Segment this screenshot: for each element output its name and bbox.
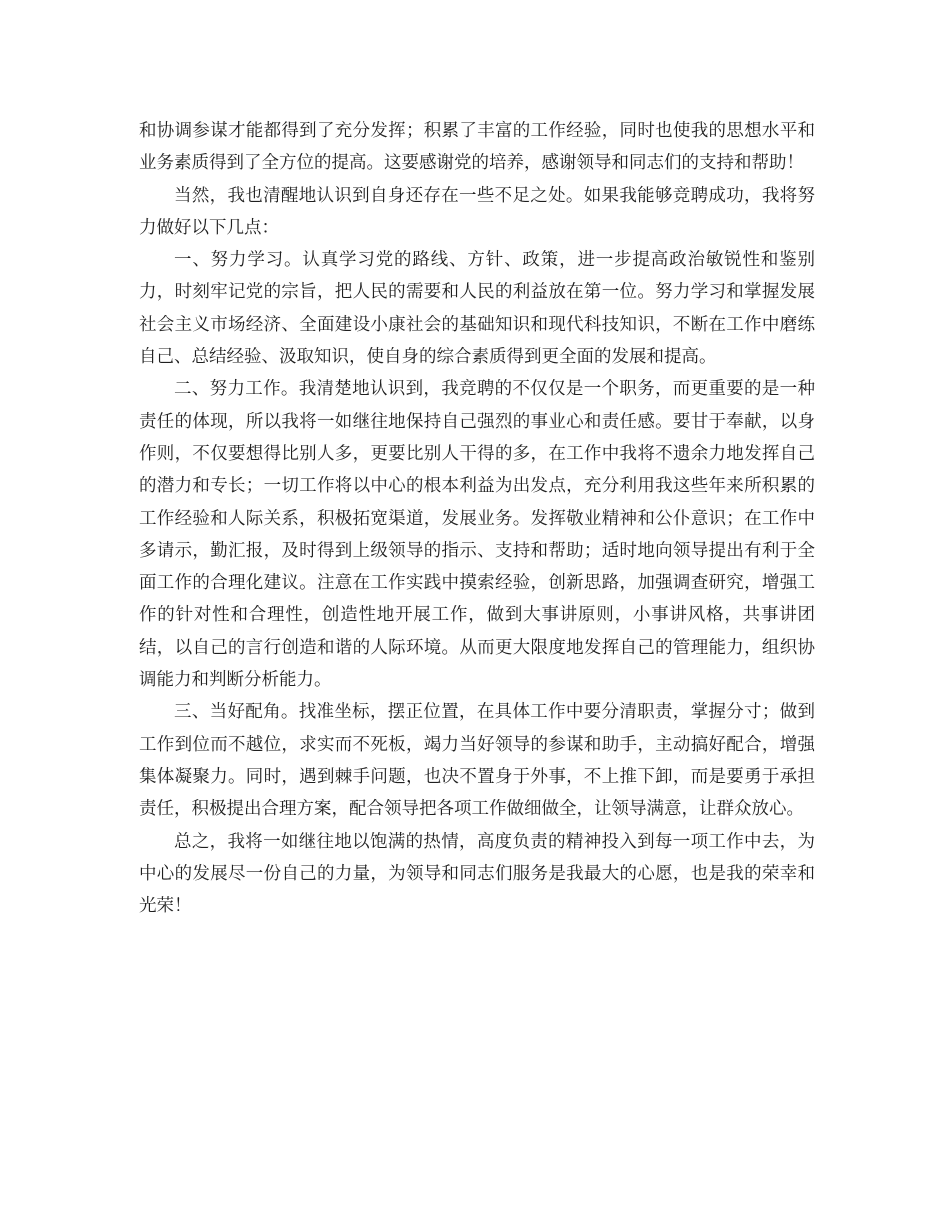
paragraph-point-support: 三、当好配角。找准坐标，摆正位置，在具体工作中要分清职责，掌握分寸；做到工作到位而不越位，求实而不死板，竭力当好领导的参谋和助手，主动搞好配合，增强集体凝聚力。同时，遇到棘手问题，也决不置身于外事，不上推下卸，而是要勇于承担责任，积极提出合理方案，配合领导把各项工作做细做全，让领导满意，让群众放心。 xyxy=(139,702,815,820)
paragraph-point-study: 一、努力学习。认真学习党的路线、方针、政策，进一步提高政治敏锐性和鉴别力，时刻牢记党的宗旨，把人民的需要和人民的利益放在第一位。努力学习和掌握发展社会主义市场经济、全面建设小康社会的基础知识和现代科技知识，不断在工作中磨练自己、总结经验、汲取知识，使自身的综合素质得到更全面的发展和提高。 xyxy=(139,250,815,368)
paragraph-intro: 当然，我也清醒地认识到自身还存在一些不足之处。如果我能够竞聘成功，我将努力做好以下几点： xyxy=(139,185,815,238)
paragraph-conclusion: 总之，我将一如继往地以饱满的热情，高度负责的精神投入到每一项工作中去，为中心的发展尽一份自己的力量，为领导和同志们服务是我最大的心愿，也是我的荣幸和光荣！ xyxy=(139,831,815,917)
document-body xyxy=(139,115,815,922)
paragraph-continuation: 和协调参谋才能都得到了充分发挥；积累了丰富的工作经验，同时也使我的思想水平和业务素质得到了全方位的提高。这要感谢党的培养，感谢领导和同志们的支持和帮助！ xyxy=(139,121,815,174)
paragraph-point-work: 二、努力工作。我清楚地认识到，我竞聘的不仅仅是一个职务，而更重要的是一种责任的体现，所以我将一如继往地保持自己强烈的事业心和责任感。要甘于奉献，以身作则，不仅要想得比别人多，更要比别人干得的多，在工作中我将不遗余力地发挥自己的潜力和专长；一切工作将以中心的根本利益为出发点，充分利用我这些年来所积累的工作经验和人际关系，积极拓宽渠道，发展业务。发挥敬业精神和公仆意识；在工作中多请示，勤汇报，及时得到上级领导的指示、支持和帮助；适时地向领导提出有利于全面工作的合理化建议。注意在工作实践中摸索经验，创新思路，加强调查研究，增强工作的针对性和合理性，创造性地开展工作，做到大事讲原则，小事讲风格，共事讲团结，以自己的言行创造和谐的人际环境。从而更大限度地发挥自己的管理能力，组织协调能力和判断分析能力。 xyxy=(139,379,815,691)
